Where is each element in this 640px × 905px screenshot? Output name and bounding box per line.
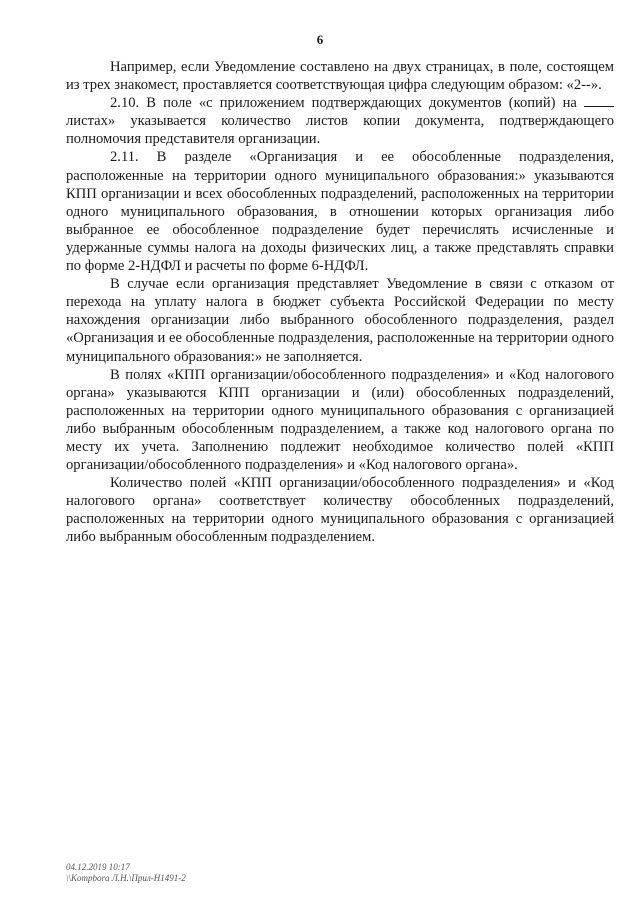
paragraph-2-11: 2.11. В разделе «Организация и ее обособленные подразделения, расположенные на территории одного муниципального образования:» указываются КПП организации и всех обособленных подразделений, расположенных на территории одного муниципального образования, в отношении которых организация либо выбранное ее обособленное подразделение будет перечислять исчисленные и удержанные суммы налога на доходы физических лиц, а также представлять справки по форме 2-НДФЛ и расчеты по форме 6-НДФЛ. xyxy=(66,149,614,275)
paragraph-pages-example: Например, если Уведомление составлено на двух страницах, в поле, состоящем из трех знакомест, проставляется соответствующая цифра следующим образом: «2--». xyxy=(66,59,614,94)
footer-file-path: \\Kompbora Л.Н.\Прил-Н1491-2 xyxy=(66,873,186,883)
paragraph-fields-count: Количество полей «КПП организации/обособленного подразделения» и «Код налогового органа» соответствует количеству обособленных подразделений, расположенных на территории одного муниципального образования с организацией либо выбранным обособленным подразделением. xyxy=(66,475,614,546)
paragraph-2-10-text-end: листах» указывается количество листов копии документа, подтверждающего полномочия представителя организации. xyxy=(66,113,614,148)
footer-stamp xyxy=(66,862,186,884)
blank-line xyxy=(584,94,614,107)
paragraph-kpp-fields: В полях «КПП организации/обособленного подразделения» и «Код налогового органа» указываются КПП организации и (или) обособленных подразделений, расположенных на территории одного муниципального образования с организацией либо выбранным обособленным подразделением, а также код налогового органа по месту их учета. Заполнению подлежит необходимое количество полей «КПП организации/обособленного подразделения» и «Код налогового органа». xyxy=(66,366,614,474)
paragraph-2-10-text-start: 2.10. В поле «с приложением подтверждающих документов (копий) на xyxy=(110,95,584,112)
page-number: 6 xyxy=(316,32,324,47)
paragraph-2-10 xyxy=(66,94,614,148)
document-body xyxy=(66,58,614,547)
footer-date: 04.12.2019 10:17 xyxy=(66,862,130,872)
paragraph-refusal-case: В случае если организация представляет Уведомление в связи с отказом от перехода на уплату налога в бюджет субъекта Российской Федерации по месту нахождения организации либо выбранного обособленного подразделения, раздел «Организация и ее обособленные подразделения, расположенные на территории одного муниципального образования:» не заполняется. xyxy=(66,276,614,365)
